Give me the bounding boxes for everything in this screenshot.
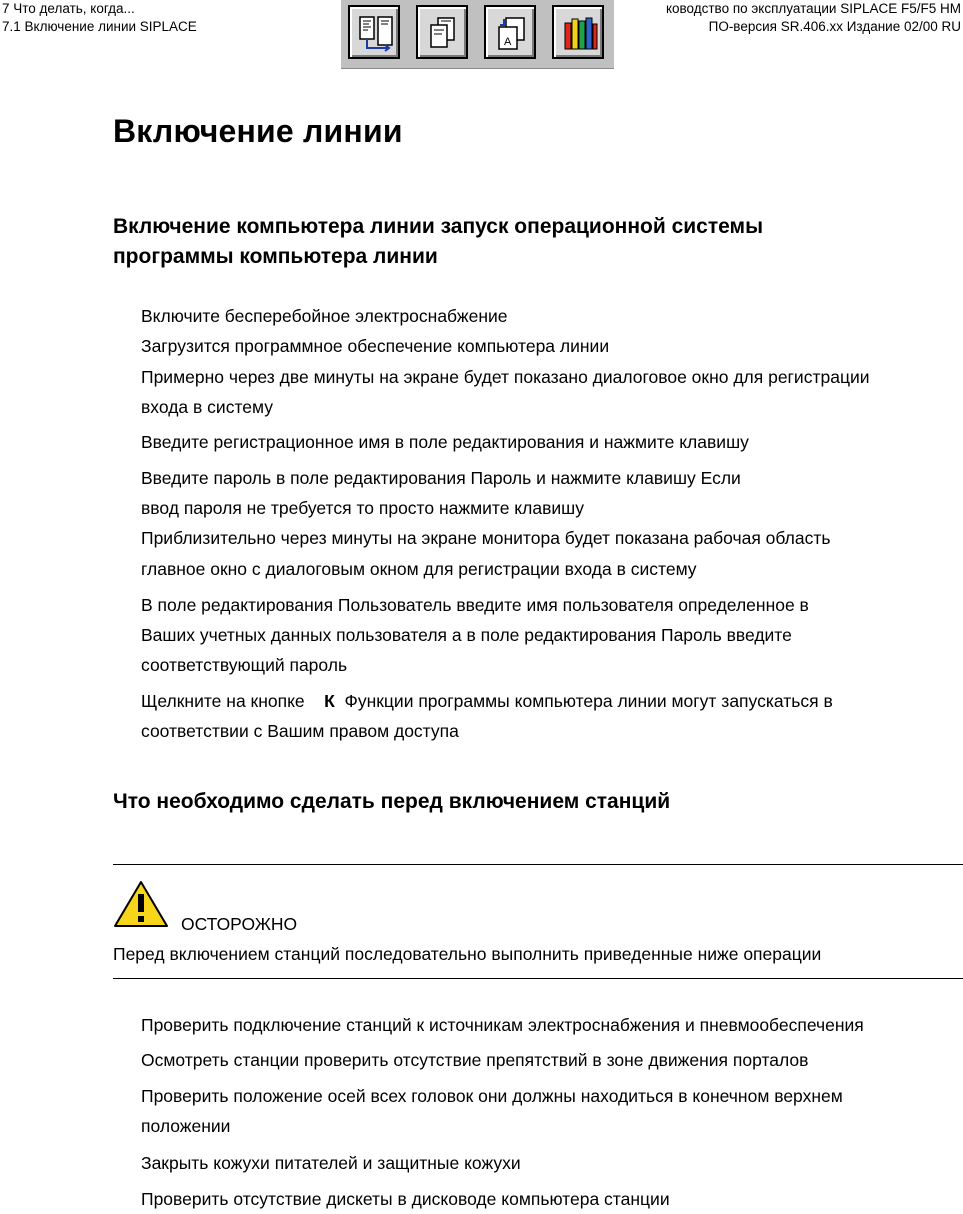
contents-button[interactable] xyxy=(348,5,400,59)
check-step: Осмотреть станции проверить отсутствие препятствий в зоне движения порталов xyxy=(141,1050,809,1070)
step-text: Введите пароль в поле редактирования Пароль и нажмите клавишу Если xyxy=(141,468,741,488)
section-heading-line2: программы компьютера линии xyxy=(113,245,438,268)
step-text: соответствии с Вашим правом доступа xyxy=(141,721,459,741)
step-text: главное окно с диалоговым окном для регистрации входа в систему xyxy=(141,559,697,579)
step-text-start: Щелкните на кнопке xyxy=(141,691,325,711)
manual-title: ководство по эксплуатации SIPLACE F5/F5 HM xyxy=(665,1,961,16)
running-header-left xyxy=(2,0,197,36)
section-label: 7.1 Включение линии SIPLACE xyxy=(2,19,197,34)
step-text: входа в систему xyxy=(141,397,273,417)
check-step: Закрыть кожухи питателей и защитные кожухи xyxy=(141,1153,521,1173)
previous-page-button[interactable] xyxy=(416,5,468,59)
running-header-right xyxy=(666,0,961,36)
step-text: соответствующий пароль xyxy=(141,655,348,675)
page-title: Включение линии xyxy=(113,113,403,149)
divider xyxy=(113,978,963,979)
index-button[interactable] xyxy=(484,5,536,59)
index-icon xyxy=(494,15,530,53)
check-step: Проверить подключение станций к источникам электроснабжения и пневмообеспечения xyxy=(141,1015,864,1035)
check-step: положении xyxy=(141,1116,231,1136)
step-text: Приблизительно через минуты на экране монитора будет показана рабочая область xyxy=(141,528,831,548)
section-heading-line1: Включение компьютера линии запуск операционной системы xyxy=(113,215,764,238)
step-text: Загрузится программное обеспечение компьютера линии xyxy=(141,336,610,356)
warning-icon xyxy=(113,880,169,928)
step-text: Примерно через две минуты на экране будет показано диалоговое окно для регистрации xyxy=(141,367,870,387)
previous-page-icon xyxy=(426,15,462,53)
divider xyxy=(113,864,963,865)
check-step: Проверить отсутствие дискеты в дисководе компьютера станции xyxy=(141,1189,670,1209)
step-text: Введите регистрационное имя в поле редактирования и нажмите клавишу xyxy=(141,432,749,452)
check-step: Проверить положение осей всех головок они должны находиться в конечном верхнем xyxy=(141,1086,843,1106)
step-text: Ваших учетных данных пользователя а в поле редактирования Пароль введите xyxy=(141,625,792,645)
contents-icon xyxy=(358,15,394,53)
chapter-label: 7 Что делать, когда... xyxy=(2,1,135,16)
warning-label: ОСТОРОЖНО xyxy=(181,914,298,934)
step-text: Включите бесперебойное электроснабжение xyxy=(141,306,508,326)
step-text: ввод пароля не требуется то просто нажмите клавишу xyxy=(141,498,584,518)
navigation-toolbar xyxy=(341,0,614,69)
library-button[interactable] xyxy=(552,5,604,59)
step-text xyxy=(141,686,833,716)
step-text-end: Функции программы компьютера линии могут запускаться в xyxy=(334,691,833,711)
warning-text: Перед включением станций последовательно выполнить приведенные ниже операции xyxy=(113,944,822,964)
step-text: В поле редактирования Пользователь введите имя пользователя определенное в xyxy=(141,595,809,615)
books-icon xyxy=(562,15,598,53)
section-heading: Что необходимо сделать перед включением станций xyxy=(113,790,671,813)
version-edition: ПО-версия SR.406.xx Издание 02/00 RU xyxy=(708,19,961,34)
ok-key-label: К xyxy=(324,691,335,711)
svg-text:A: A xyxy=(504,36,512,48)
